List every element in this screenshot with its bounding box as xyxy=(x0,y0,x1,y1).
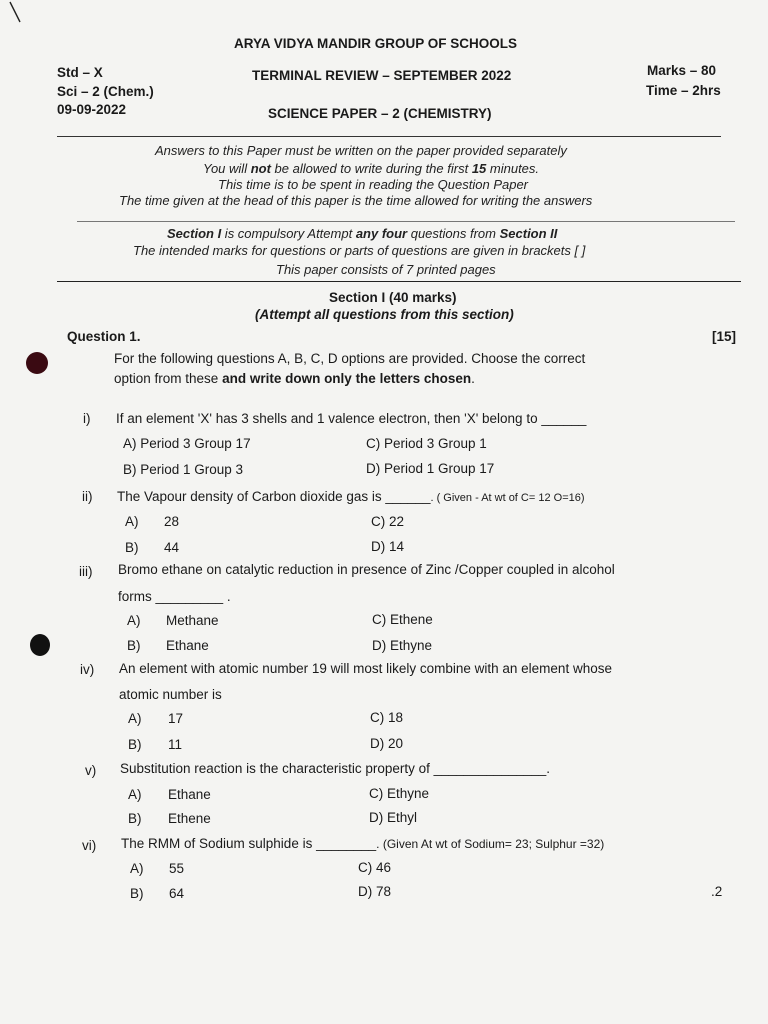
instr5-b: is compulsory Attempt xyxy=(221,226,356,241)
section-subtitle: (Attempt all questions from this section) xyxy=(255,307,514,322)
instruction-line-1: Answers to this Paper must be written on the paper provided separately xyxy=(155,143,567,158)
item-3-number: iii) xyxy=(79,564,93,579)
item-5-option-a-value: Ethane xyxy=(168,787,211,802)
page-continue-marker: .2 xyxy=(711,884,723,899)
item-5-option-b-label: B) xyxy=(128,811,142,826)
std-label: Std – X xyxy=(57,65,103,80)
item-2-text xyxy=(117,489,585,504)
instruction-line-3: This time is to be spent in reading the Question Paper xyxy=(218,177,529,192)
item-3-text-line-2: forms _________ . xyxy=(118,589,231,604)
item-6-note: . (Given At wt of Sodium= 23; Sulphur =32) xyxy=(376,837,605,851)
item-2-number: ii) xyxy=(82,489,93,504)
item-3-option-d: D) Ethyne xyxy=(372,638,433,653)
item-5-option-a-label: A) xyxy=(128,787,142,802)
item-4-option-a-value: 17 xyxy=(168,711,184,726)
exam-title: TERMINAL REVIEW – SEPTEMBER 2022 xyxy=(252,68,512,83)
punch-hole-bottom xyxy=(30,634,50,656)
item-1-option-c: C) Period 3 Group 1 xyxy=(366,436,487,451)
school-name: ARYA VIDYA MANDIR GROUP OF SCHOOLS xyxy=(234,36,518,51)
paper-title: SCIENCE PAPER – 2 (CHEMISTRY) xyxy=(268,106,492,121)
item-1-option-d: D) Period 1 Group 17 xyxy=(366,461,495,476)
item-4-option-b-value: 11 xyxy=(168,737,183,752)
item-3-text: Bromo ethane on catalytic reduction in presence of Zinc /Copper coupled in alcohol xyxy=(118,562,615,577)
item-2-option-c: C) 22 xyxy=(371,514,405,529)
item-6-text xyxy=(121,836,604,851)
divider-2 xyxy=(77,221,735,222)
marks-label: Marks – 80 xyxy=(647,63,717,78)
instruction-line-5 xyxy=(167,226,557,241)
question-1-marks: [15] xyxy=(712,329,737,344)
item-4-option-a-label: A) xyxy=(128,711,142,726)
item-2-option-b-value: 44 xyxy=(164,540,180,555)
instr5-c: any four xyxy=(355,226,408,241)
item-3-option-c: C) Ethene xyxy=(372,612,433,627)
item-1-number: i) xyxy=(83,411,91,426)
item-6-number: vi) xyxy=(82,838,97,853)
intro-d: . xyxy=(471,371,475,386)
divider-1 xyxy=(57,136,721,137)
item-4-text: An element with atomic number 19 will most likely combine with an element whose xyxy=(119,661,612,676)
item-2-option-a-value: 28 xyxy=(164,514,180,529)
subject-code: Sci – 2 (Chem.) xyxy=(57,84,154,99)
instr5-a: Section I xyxy=(167,226,222,241)
instruction-line-2 xyxy=(203,161,539,176)
question-1-intro-line-2 xyxy=(114,371,475,386)
item-2-option-a-label: A) xyxy=(125,514,139,529)
item-2-option-d: D) 14 xyxy=(371,539,405,554)
instr5-d: questions from xyxy=(407,226,500,241)
item-3-option-a-value: Methane xyxy=(166,613,219,628)
item-4-number: iv) xyxy=(80,662,95,677)
instr2-c: be allowed to write during the first xyxy=(270,161,472,176)
item-6-option-b-label: B) xyxy=(130,886,144,901)
item-5-number: v) xyxy=(85,763,97,778)
question-1-label: Question 1. xyxy=(67,329,141,344)
item-2-note: . ( Given - At wt of C= 12 O=16) xyxy=(430,492,585,504)
instruction-line-6: The intended marks for questions or parts of questions are given in brackets [ ] xyxy=(133,243,586,258)
instr2-e: minutes. xyxy=(486,161,540,176)
item-6-option-c: C) 46 xyxy=(358,860,392,875)
intro-c: and write down only the letters chosen xyxy=(222,371,472,386)
item-1-text: If an element 'X' has 3 shells and 1 valence electron, then 'X' belong to ______ xyxy=(116,411,587,426)
divider-3 xyxy=(57,281,741,282)
item-4-option-b-label: B) xyxy=(128,737,142,752)
item-3-option-b-value: Ethane xyxy=(166,638,209,653)
instr2-a: You will xyxy=(203,161,251,176)
punch-hole-top xyxy=(26,352,48,374)
pen-mark xyxy=(4,0,24,24)
item-4-option-d: D) 20 xyxy=(370,736,404,751)
instruction-line-7: This paper consists of 7 printed pages xyxy=(276,262,496,277)
item-2-question: The Vapour density of Carbon dioxide gas is ______ xyxy=(117,489,431,504)
intro-b: option from these xyxy=(114,371,223,386)
instr2-d: 15 xyxy=(471,161,487,176)
item-1-option-a: A) Period 3 Group 17 xyxy=(123,436,251,451)
instr5-e: Section II xyxy=(499,226,558,241)
time-label: Time – 2hrs xyxy=(646,83,721,98)
item-6-option-a-label: A) xyxy=(130,861,144,876)
item-6-option-a-value: 55 xyxy=(169,861,185,876)
item-6-option-d: D) 78 xyxy=(358,884,392,899)
item-5-option-b-value: Ethene xyxy=(168,811,211,826)
item-5-text: Substitution reaction is the characteristic property of _______________. xyxy=(120,761,551,776)
item-3-option-b-label: B) xyxy=(127,638,141,653)
item-4-option-c: C) 18 xyxy=(370,710,404,725)
instr2-b: not xyxy=(250,161,271,176)
question-1-intro-line-1: For the following questions A, B, C, D options are provided. Choose the correct xyxy=(114,351,586,366)
instruction-line-4: The time given at the head of this paper is the time allowed for writing the answers xyxy=(119,193,593,208)
item-1-option-b: B) Period 1 Group 3 xyxy=(123,462,244,477)
item-6-option-b-value: 64 xyxy=(169,886,185,901)
item-6-question: The RMM of Sodium sulphide is ________ xyxy=(121,836,377,851)
exam-date: 09-09-2022 xyxy=(57,102,127,117)
item-3-option-a-label: A) xyxy=(127,613,141,628)
item-5-option-d: D) Ethyl xyxy=(369,810,418,825)
section-title: Section I (40 marks) xyxy=(329,290,457,305)
item-2-option-b-label: B) xyxy=(125,540,139,555)
item-5-option-c: C) Ethyne xyxy=(369,786,430,801)
item-4-text-line-2: atomic number is xyxy=(119,687,222,702)
